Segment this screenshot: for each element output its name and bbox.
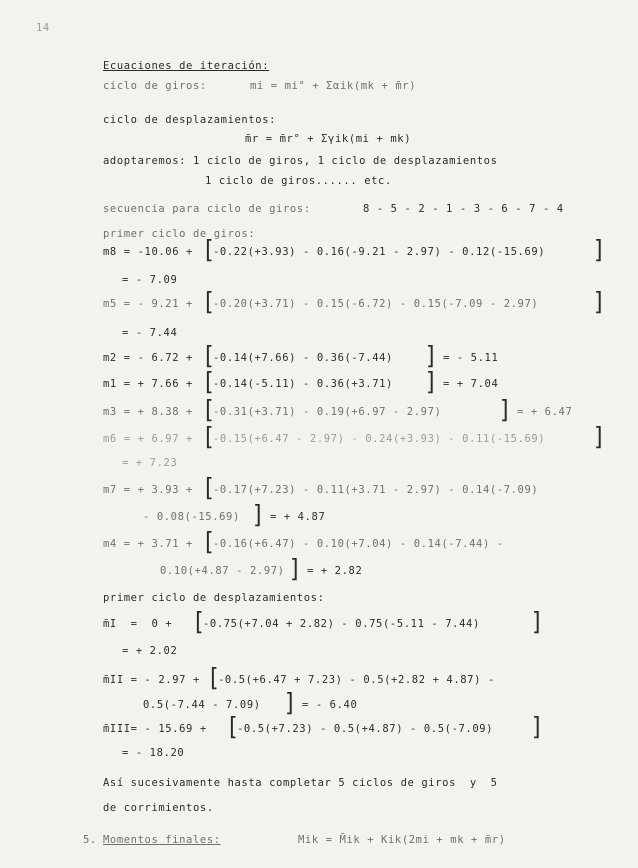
eq-m6-lhs: m6 = + 6.97 +: [103, 433, 193, 445]
bracket-open: [: [205, 396, 214, 425]
eq-m2-result: = - 5.11: [443, 352, 499, 364]
eq-mI-result: = + 2.02: [122, 645, 178, 657]
eq-m4-continuation: 0.10(+4.87 - 2.97): [160, 565, 285, 577]
bracket-open: [: [205, 368, 214, 397]
eq-m7-continuation: - 0.08(-15.69): [143, 511, 240, 523]
eq-mII-continuation: 0.5(-7.44 - 7.09): [143, 699, 261, 711]
eq-m8-result: = - 7.09: [122, 274, 178, 286]
sequence-value: 8 - 5 - 2 - 1 - 3 - 6 - 7 - 4: [363, 203, 564, 215]
bracket-open: [: [205, 474, 214, 503]
bracket-open: [: [195, 608, 204, 637]
bracket-open: [: [205, 528, 214, 557]
closing-line-1: Así sucesivamente hasta completar 5 ciclos de giros y 5: [103, 777, 498, 789]
eq-mIII-result: = - 18.20: [122, 747, 185, 759]
eq-m3-bracket: -0.31(+3.71) - 0.19(+6.97 - 2.97): [213, 406, 442, 418]
disp-cycle-heading: primer ciclo de desplazamientos:: [103, 592, 325, 604]
bracket-close: ]: [426, 342, 435, 371]
eq-m3-lhs: m3 = + 8.38 +: [103, 406, 193, 418]
turn-cycle-label: ciclo de giros:: [103, 80, 207, 92]
bracket-close: ]: [500, 396, 509, 425]
bracket-close: ]: [532, 713, 541, 742]
bracket-open: [: [205, 342, 214, 371]
eq-m1-lhs: m1 = + 7.66 +: [103, 378, 193, 390]
eq-m1-result: = + 7.04: [443, 378, 499, 390]
bracket-open: [: [205, 236, 214, 265]
bracket-close: ]: [594, 236, 603, 265]
eq-mII-result: = - 6.40: [302, 699, 358, 711]
eq-m5-bracket: -0.20(+3.71) - 0.15(-6.72) - 0.15(-7.09 - 2.97): [213, 298, 539, 310]
turn-formula: mi = mi° + Σαik(mk + m̄r): [250, 80, 417, 92]
disp-cycle-label: ciclo de desplazamientos:: [103, 114, 277, 126]
eq-m2-bracket: -0.14(+7.66) - 0.36(-7.44): [213, 352, 393, 364]
eq-mII-lhs: m̄II = - 2.97 +: [103, 674, 200, 686]
eq-m6-result: = + 7.23: [122, 457, 178, 469]
final-section-number: 5.: [83, 834, 97, 846]
eq-m2-lhs: m2 = - 6.72 +: [103, 352, 193, 364]
bracket-close: ]: [594, 288, 603, 317]
sequence-label: secuencia para ciclo de giros:: [103, 203, 311, 215]
adoption-line-2: 1 ciclo de giros...... etc.: [205, 175, 392, 187]
bracket-open: [: [205, 423, 214, 452]
bracket-close: ]: [253, 501, 262, 530]
disp-formula: m̄r = m̄r° + Σγik(mi + mk): [245, 133, 412, 145]
bracket-open: [: [229, 713, 238, 742]
bracket-close: ]: [426, 368, 435, 397]
eq-m7-bracket: -0.17(+7.23) - 0.11(+3.71 - 2.97) - 0.14(-7.09): [213, 484, 539, 496]
bracket-close: ]: [594, 423, 603, 452]
eq-m8-bracket: -0.22(+3.93) - 0.16(-9.21 - 2.97) - 0.12(-15.69): [213, 246, 546, 258]
eq-m8-lhs: m8 = -10.06 +: [103, 246, 193, 258]
closing-line-2: de corrimientos.: [103, 802, 214, 814]
bracket-close: ]: [285, 689, 294, 718]
final-moment-formula: Mik = M̄ik + Kik(2mi + mk + m̄r): [298, 834, 506, 846]
eq-m6-bracket: -0.15(+6.47 - 2.97) - 0.24(+3.93) - 0.11(-15.69): [213, 433, 546, 445]
eq-m7-result: = + 4.87: [270, 511, 326, 523]
eq-m1-bracket: -0.14(-5.11) - 0.36(+3.71): [213, 378, 393, 390]
page-number: 14: [36, 22, 50, 34]
eq-m5-lhs: m5 = - 9.21 +: [103, 298, 193, 310]
eq-m4-bracket: -0.16(+6.47) - 0.10(+7.04) - 0.14(-7.44) -: [213, 538, 504, 550]
turn-cycle-heading: primer ciclo de giros:: [103, 228, 256, 240]
bracket-close: ]: [532, 608, 541, 637]
eq-mIII-bracket: -0.5(+7.23) - 0.5(+4.87) - 0.5(-7.09): [237, 723, 494, 735]
eq-mII-bracket: -0.5(+6.47 + 7.23) - 0.5(+2.82 + 4.87) -: [218, 674, 495, 686]
bracket-open: [: [205, 288, 214, 317]
eq-m7-lhs: m7 = + 3.93 +: [103, 484, 193, 496]
bracket-close: ]: [290, 555, 299, 584]
eq-m3-result: = + 6.47: [517, 406, 573, 418]
eq-mI-lhs: m̄I = 0 +: [103, 618, 173, 630]
eq-m4-lhs: m4 = + 3.71 +: [103, 538, 193, 550]
eq-m5-result: = - 7.44: [122, 327, 178, 339]
eq-m4-result: = + 2.82: [307, 565, 363, 577]
eq-mIII-lhs: m̄III= - 15.69 +: [103, 723, 207, 735]
eq-mI-bracket: -0.75(+7.04 + 2.82) - 0.75(-5.11 - 7.44): [203, 618, 480, 630]
bracket-open: [: [210, 664, 219, 693]
section-title: Ecuaciones de iteración:: [103, 60, 270, 72]
final-section-title: Momentos finales:: [103, 834, 221, 846]
adoption-line-1: adoptaremos: 1 ciclo de giros, 1 ciclo de desplazamientos: [103, 155, 498, 167]
